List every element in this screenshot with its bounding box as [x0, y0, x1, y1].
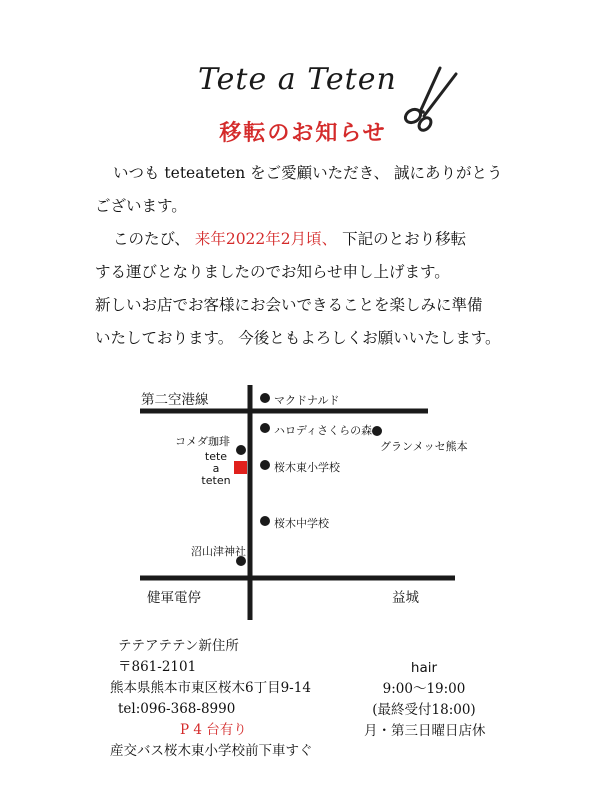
- street-address: 熊本県熊本市東区桜木6丁目9-14: [110, 680, 311, 696]
- junior-high-dot: [260, 516, 270, 526]
- elementary-dot: [260, 460, 270, 470]
- intro-line-6: いたしております。 今後ともよろしくお願いいたします。: [95, 329, 501, 347]
- granmesse-label: グランメッセ熊本: [380, 440, 468, 453]
- parking-info: P 4 台有り: [180, 722, 247, 738]
- mcdonalds-label: マクドナルド: [274, 394, 340, 407]
- road-top-label: 第二空港線: [141, 392, 209, 408]
- granmesse-dot: [372, 426, 382, 436]
- last-order: (最終受付18:00): [372, 702, 476, 718]
- mcdonalds-dot: [260, 393, 270, 403]
- closed-days: 月・第三日曜日店休: [364, 723, 486, 739]
- intro-line-5: 新しいお店でお客様にお会いできることを楽しみに準備: [95, 296, 483, 314]
- harody-label: ハロディさくらの森: [274, 424, 373, 437]
- bus-access: 産交バス桜木東小学校前下車すぐ: [110, 743, 313, 759]
- shrine-label: 沼山津神社: [191, 545, 246, 558]
- komeda-dot: [236, 445, 246, 455]
- shop-label-line-1: tete: [204, 450, 228, 463]
- road-bottom-right-label: 益城: [392, 590, 419, 606]
- logo-text: Tete a Teten: [198, 62, 397, 97]
- harody-dot: [260, 423, 270, 433]
- shop-name: テテアテテン新住所: [118, 638, 239, 654]
- shop-label: [198, 451, 234, 487]
- elementary-label: 桜木東小学校: [274, 461, 340, 474]
- intro-line-3-suffix: 下記のとおり移転: [342, 230, 467, 248]
- shop-marker: [234, 461, 247, 474]
- postal-code: 〒861-2101: [118, 659, 197, 675]
- hours-block: [364, 658, 484, 742]
- road-bottom-left-label: 健軍電停: [147, 590, 201, 606]
- phone-number: tel:096-368-8990: [118, 701, 236, 717]
- move-date-highlight: 来年2022年2月頃、: [194, 230, 338, 248]
- intro-line-2: ございます。: [95, 197, 187, 215]
- page-title: 移転のお知らせ: [219, 120, 387, 146]
- shop-label-line-3: teten: [201, 474, 231, 487]
- shop-label-line-2: a: [212, 462, 220, 475]
- junior-high-label: 桜木中学校: [274, 517, 329, 530]
- komeda-label: コメダ珈琲: [175, 435, 230, 448]
- address-block: [110, 636, 313, 762]
- opening-hours: 9:00〜19:00: [382, 681, 466, 697]
- hours-label: hair: [410, 660, 438, 676]
- intro-line-1: いつも teteateten をご愛顧いただき、 誠にありがとう: [113, 164, 503, 182]
- intro-line-4: する運びとなりましたのでお知らせ申し上げます。: [95, 263, 450, 281]
- intro-line-3-prefix: このたび、: [113, 230, 190, 248]
